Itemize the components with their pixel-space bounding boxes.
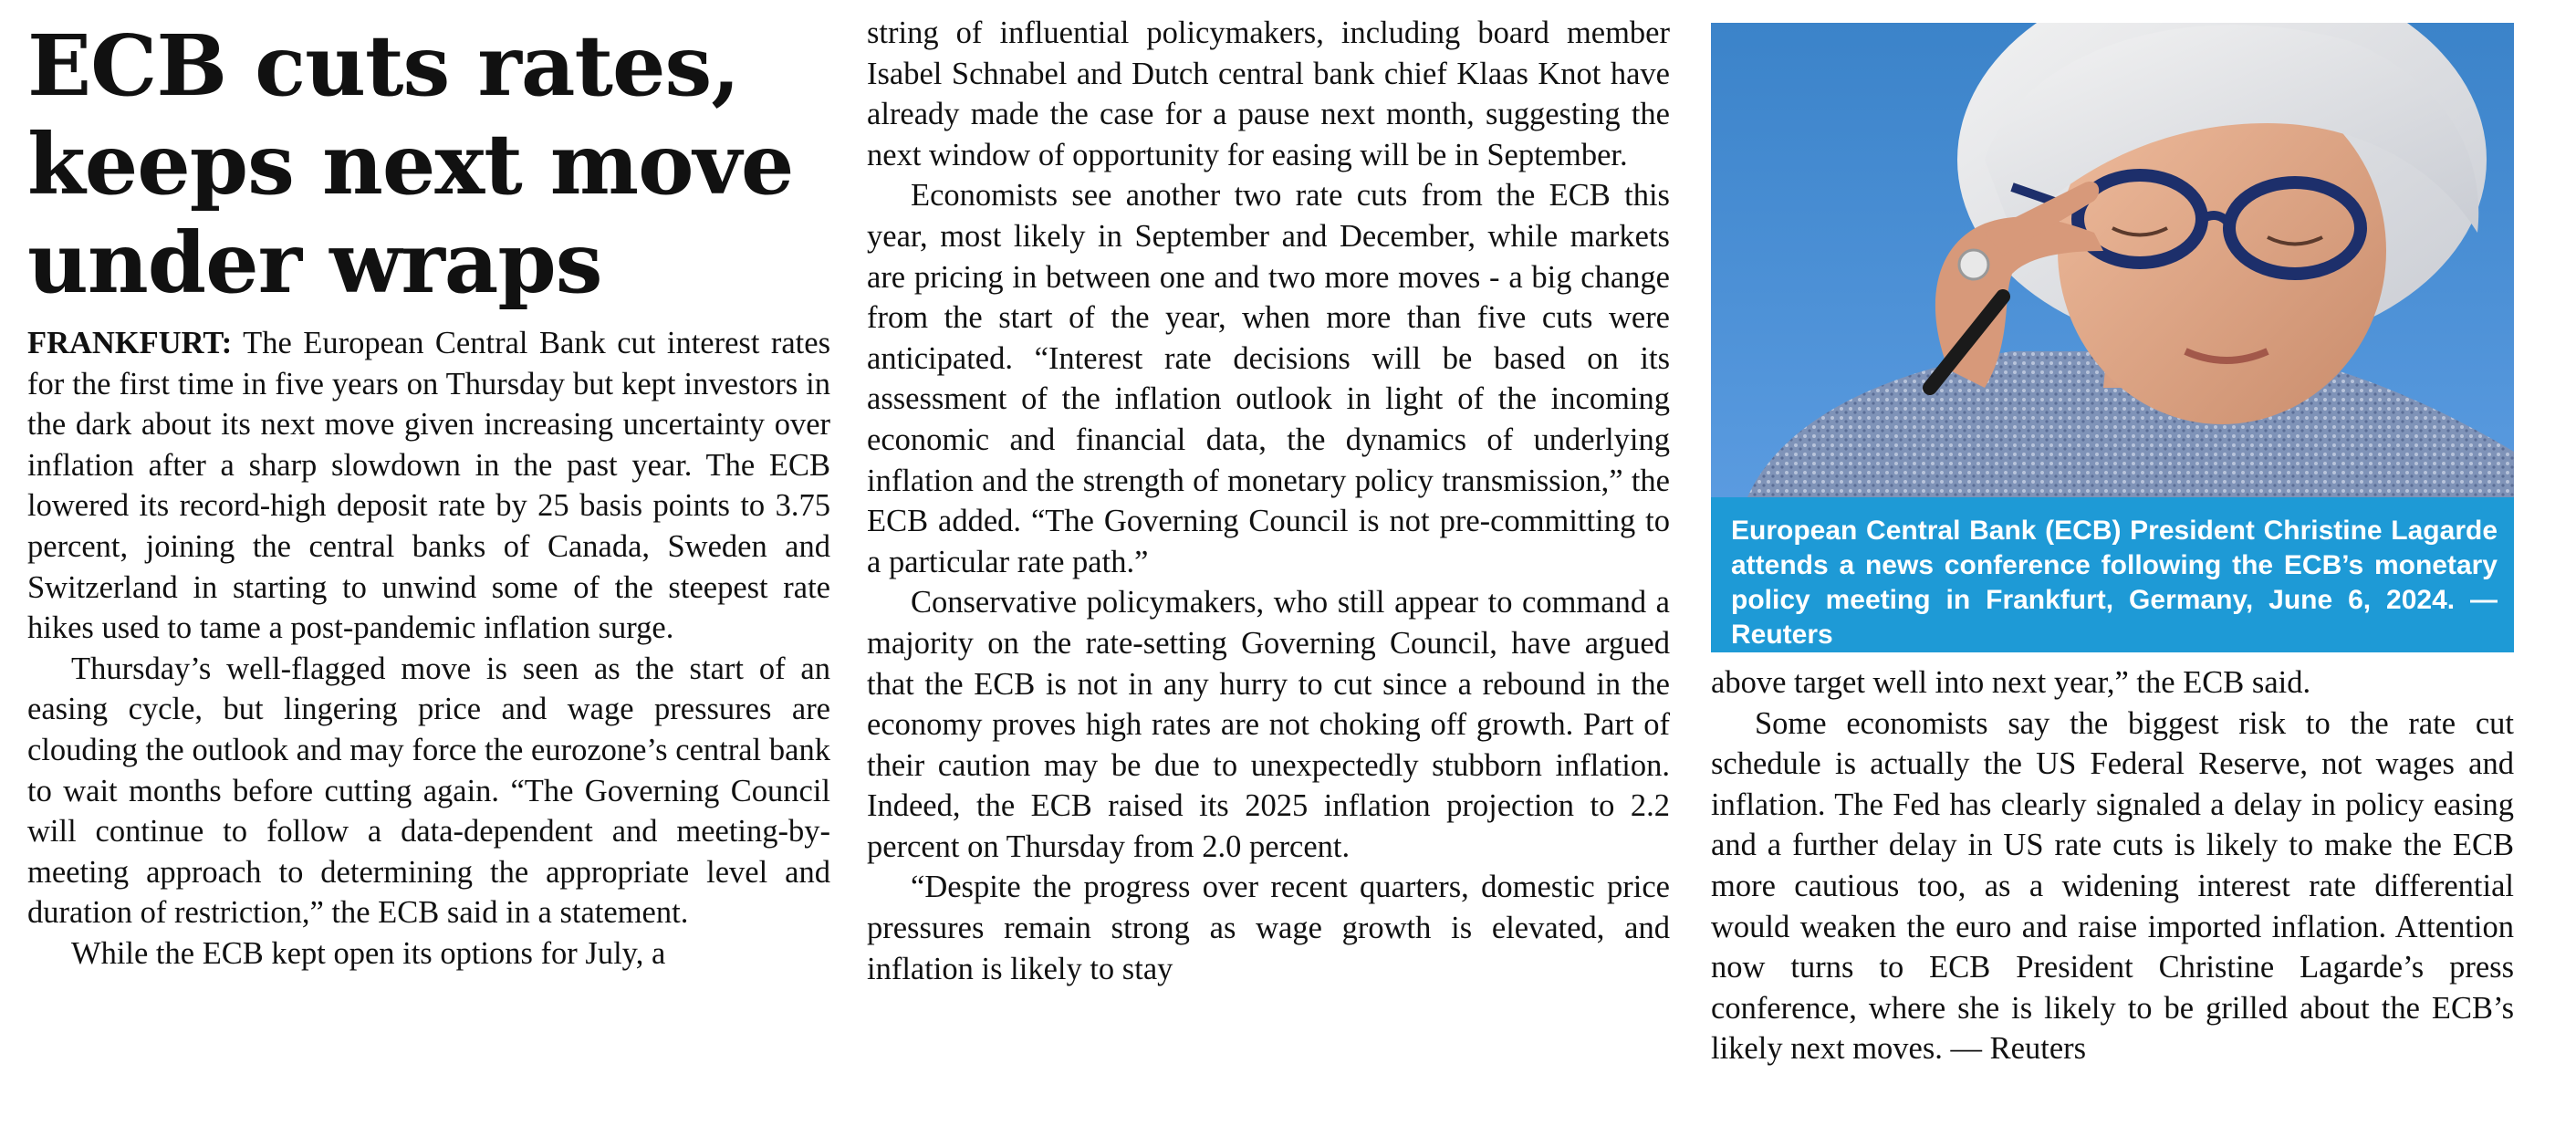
photo-caption: European Central Bank (ECB) President Christine Lagarde attends a news conference following the ECB’s monetary policy meeting in Frankfurt, Germany, June 6, 2024. — Reuters — [1731, 516, 2498, 650]
news-photo — [1711, 23, 2514, 497]
paragraph: Some economists say the biggest risk to the rate cut schedule is actually the US Federal Reserve, not wages and inflation. The Fed has clearly signaled a delay in policy easing and a further delay in US rate cuts is likely to make the ECB more cautious too, as a widening interest rate differential would weaken the euro and raise imported inflation. Attention now turns to ECB President Christine Lagarde’s press conference, where she is likely to be grilled about the ECB’s likely next moves. — Reuters — [1711, 705, 2514, 1067]
paragraph: While the ECB kept open its options for July, a — [71, 935, 666, 971]
article-body-col2 — [867, 13, 1670, 989]
headline: ECB cuts rates, keeps next move under wraps — [27, 16, 794, 312]
paragraph: Conservative policymakers, who still appear to command a majority on the rate-setting Governing Council, have argued that the ECB is not in any hurry to cut since a rebound in the economy proves high rates are not choking off growth. Part of their caution may be due to unexpectedly stubborn inflation. Indeed, the ECB raised its 2025 inflation projection to 2.2 percent on Thursday from 2.0 percent. — [867, 585, 1670, 864]
column-1 — [27, 0, 830, 1131]
paragraph: “Despite the progress over recent quarters, domestic price pressures remain strong as wage growth is elevated, and inflation is likely to stay — [867, 870, 1670, 986]
column-2 — [867, 0, 1670, 1131]
paragraph: above target well into next year,” the ECB said. — [1711, 665, 2311, 700]
column-3 — [1711, 0, 2514, 1131]
paragraph: Economists see another two rate cuts from the ECB this year, most likely in September and December, while markets are pricing in between one and two more moves - a big change from the start of the year, when more than five cuts were anticipated. “Interest rate decisions will be based on its assessment of the inflation outlook in light of the incoming economic and financial data, the dynamics of underlying inflation and the strength of monetary policy transmission,” the ECB added. “The Governing Council is not pre-committing to a particular rate path.” — [867, 178, 1670, 579]
article-body-col1 — [27, 323, 830, 974]
paragraph — [27, 323, 830, 649]
paragraph-text: The European Central Bank cut interest rates for the first time in five years on Thursday but kept investors in the dark about its next move given increasing uncertainty over inflation after a sharp slowdown in the past year. The ECB lowered its record-high deposit rate by 25 basis points to 3.75 percent, joining the central banks of Canada, Sweden and Switzerland in starting to unwind some of the steepest rate hikes used to tame a post-pandemic inflation surge. — [27, 326, 830, 646]
paragraph: Thursday’s well-flagged move is seen as the start of an easing cycle, but lingering price and wage pressures are clouding the outlook and may force the eurozone’s central bank to wait months before cutting again. “The Governing Council will continue to follow a data-dependent and meeting-by-meeting approach to determining the appropriate level and duration of restriction,” the ECB said in a statement. — [27, 651, 830, 931]
article-body-col3 — [1711, 662, 2514, 1069]
dateline: FRANKFURT: — [27, 326, 233, 360]
paragraph: string of influential policymakers, including board member Isabel Schnabel and Dutch central bank chief Klaas Knot have already made the case for a pause next month, suggesting the next window of opportunity for easing will be in September. — [867, 16, 1670, 172]
photo-box — [1711, 23, 2514, 652]
